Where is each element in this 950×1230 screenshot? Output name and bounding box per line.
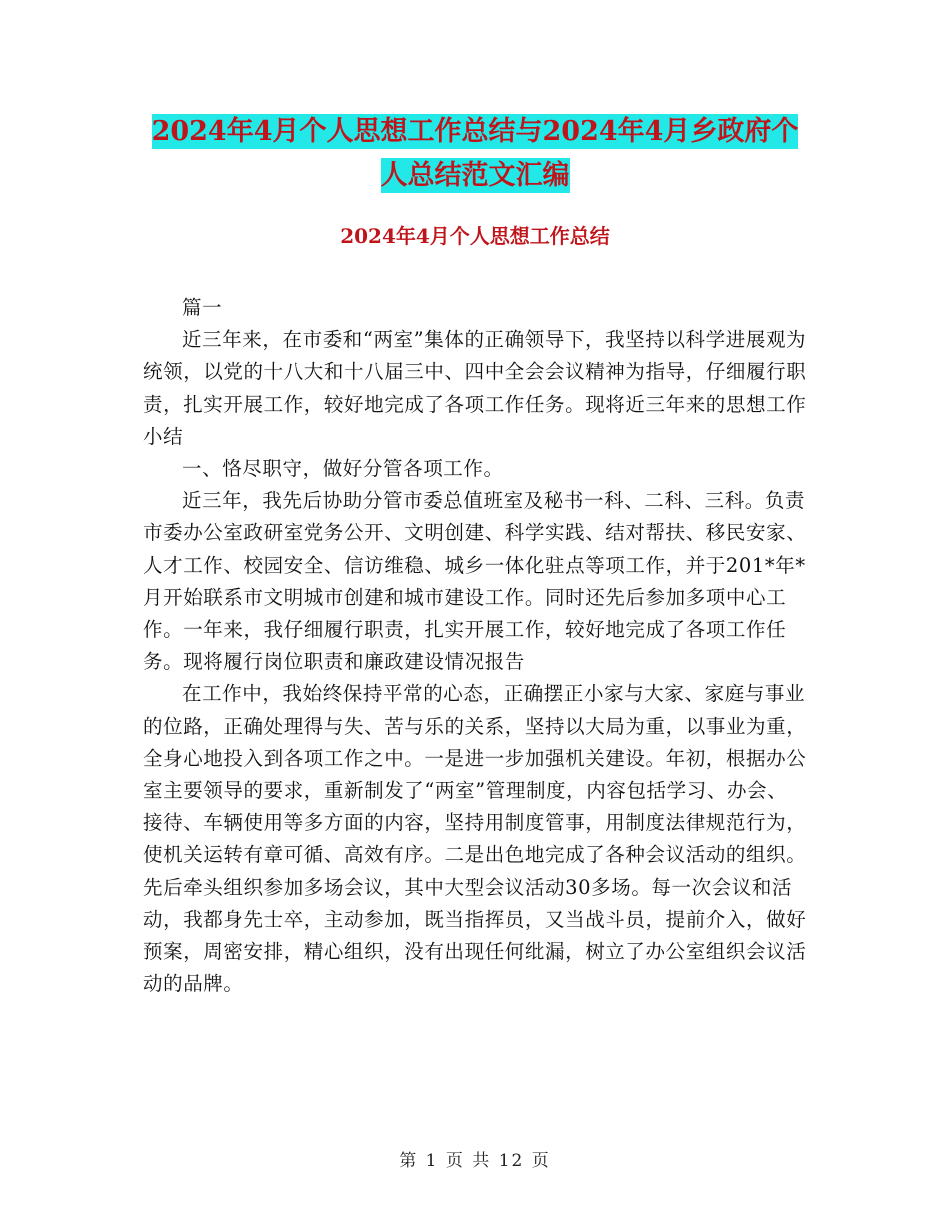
page-footer: 第 1 页 共 12 页 xyxy=(399,1151,551,1171)
document-body xyxy=(143,292,807,1000)
paragraph-part-label: 篇一 xyxy=(182,296,223,319)
paragraph-intro: 近三年来，在市委和“两室”集体的正确领导下，我坚持以科学进展观为统领，以党的十八大和十八届三中、四中全会会议精神为指导，仔细履行职责，扎实开展工作，较好地完成了各项工作任务。现将近三年来的思想工作小结 xyxy=(143,328,807,448)
paragraph-work: 在工作中，我始终保持平常的心态，正确摆正小家与大家、家庭与事业的位路，正确处理得与失、苦与乐的关系，坚持以大局为重，以事业为重，全身心地投入到各项工作之中。一是进一步加强机关建设。年初，根据办公室主要领导的要求，重新制发了“两室”管理制度，内容包括学习、办会、接待、车辆使用等多方面的内容，坚持用制度管事，用制度法律规范行为，使机关运转有章可循、高效有序。二是出色地完成了各种会议活动的组织。先后牵头组织参加多场会议，其中大型会议活动30多场。每一次会议和活动，我都身先士卒，主动参加，既当指挥员，又当战斗员，提前介入，做好预案，周密安排，精心组织，没有出现任何纰漏，树立了办公室组织会议活动的品牌。 xyxy=(143,682,807,996)
section-title: 2024年4月个人思想工作总结 xyxy=(340,224,610,248)
document-title xyxy=(143,110,807,198)
paragraph-heading-1: 一、恪尽职守，做好分管各项工作。 xyxy=(182,457,504,481)
paragraph-duties: 近三年，我先后协助分管市委总值班室及秘书一科、二科、三科。负责市委办公室政研室党务公开、文明创建、科学实践、结对帮扶、移民安家、人才工作、校园安全、信访维稳、城乡一体化驻点等项工作，并于201*年*月开始联系市文明城市创建和城市建设工作。同时还先后参加多项中心工作。一年来，我仔细履行职责，扎实开展工作，较好地完成了各项工作任务。现将履行岗位职责和廉政建设情况报告 xyxy=(143,489,807,674)
document-title-text: 2024年4月个人思想工作总结与2024年4月乡政府个人总结范文汇编 xyxy=(151,116,799,191)
